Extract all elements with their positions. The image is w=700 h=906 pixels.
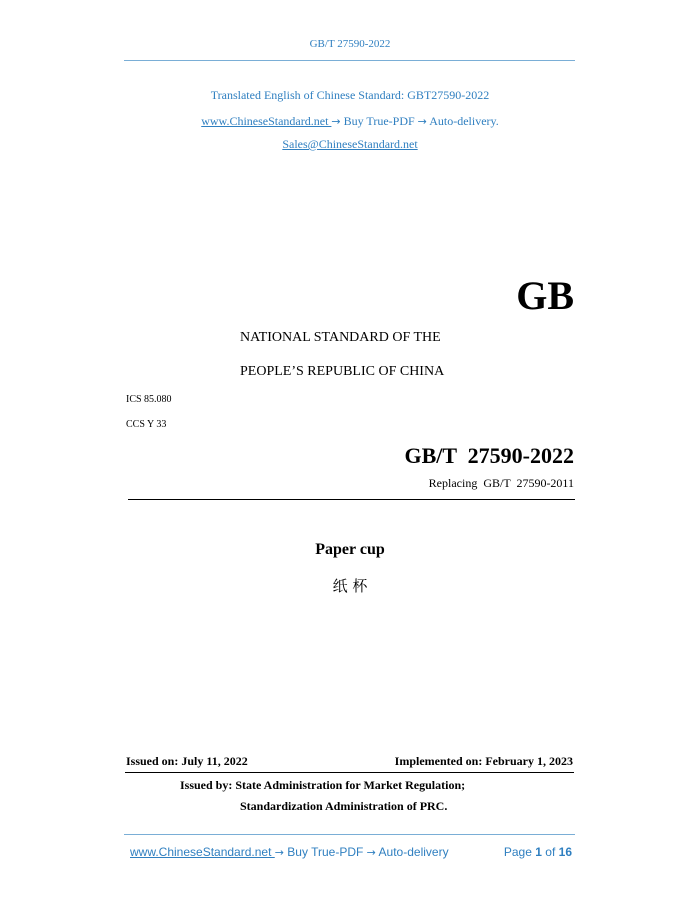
gb-mark: GB bbox=[516, 273, 574, 318]
ccs-code: CCS Y 33 bbox=[126, 419, 167, 430]
email-link[interactable]: Sales@ChineseStandard.net bbox=[282, 137, 418, 151]
arrow-right-icon: → bbox=[331, 115, 341, 128]
page-label: Page bbox=[503, 845, 532, 859]
ics-code: ICS 85.080 bbox=[126, 394, 172, 405]
standard-code: GB/T 27590-2022 bbox=[404, 443, 574, 468]
banner-buy-line bbox=[0, 114, 700, 129]
footer-rule bbox=[124, 834, 575, 835]
footer-auto-delivery-text: Auto-delivery bbox=[375, 845, 449, 859]
title-chinese: 纸 杯 bbox=[332, 577, 368, 595]
footer-buy-true-pdf-text: Buy True-PDF bbox=[283, 845, 367, 859]
issued-on: Issued on: July 11, 2022 bbox=[126, 754, 248, 768]
arrow-right-icon: → bbox=[417, 115, 427, 128]
auto-delivery-text: Auto-delivery. bbox=[426, 114, 499, 128]
buy-true-pdf-text: Buy True-PDF bbox=[340, 114, 418, 128]
arrow-right-icon: → bbox=[366, 846, 376, 859]
page-total: 16 bbox=[558, 845, 572, 859]
banner-translated-line: Translated English of Chinese Standard: GBT27590-2022 bbox=[210, 88, 490, 102]
footer-site-link[interactable]: www.ChineseStandard.net bbox=[130, 845, 275, 859]
dates-rule bbox=[125, 772, 574, 773]
of-label: of bbox=[545, 845, 556, 859]
national-standard-line2: PEOPLE’S REPUBLIC OF CHINA bbox=[240, 364, 445, 379]
issued-by-line1: Issued by: State Administration for Market Regulation; bbox=[180, 778, 466, 792]
arrow-right-icon: → bbox=[274, 846, 284, 859]
replacing-code: Replacing GB/T 27590-2011 bbox=[428, 476, 574, 490]
footer-buy-line bbox=[130, 845, 449, 859]
issued-by-line2: Standardization Administration of PRC. bbox=[240, 799, 448, 813]
site-link[interactable]: www.ChineseStandard.net bbox=[201, 114, 332, 128]
title-english: Paper cup bbox=[315, 541, 385, 558]
page-number: 1 bbox=[535, 845, 542, 859]
header-title: GB/T 27590-2022 bbox=[309, 38, 391, 50]
page-indicator bbox=[504, 845, 572, 859]
header-rule bbox=[124, 60, 575, 61]
national-standard-line1: NATIONAL STANDARD OF THE bbox=[240, 330, 441, 345]
banner-email-line bbox=[0, 137, 700, 152]
title-rule bbox=[128, 499, 575, 500]
implemented-on: Implemented on: February 1, 2023 bbox=[394, 754, 573, 768]
